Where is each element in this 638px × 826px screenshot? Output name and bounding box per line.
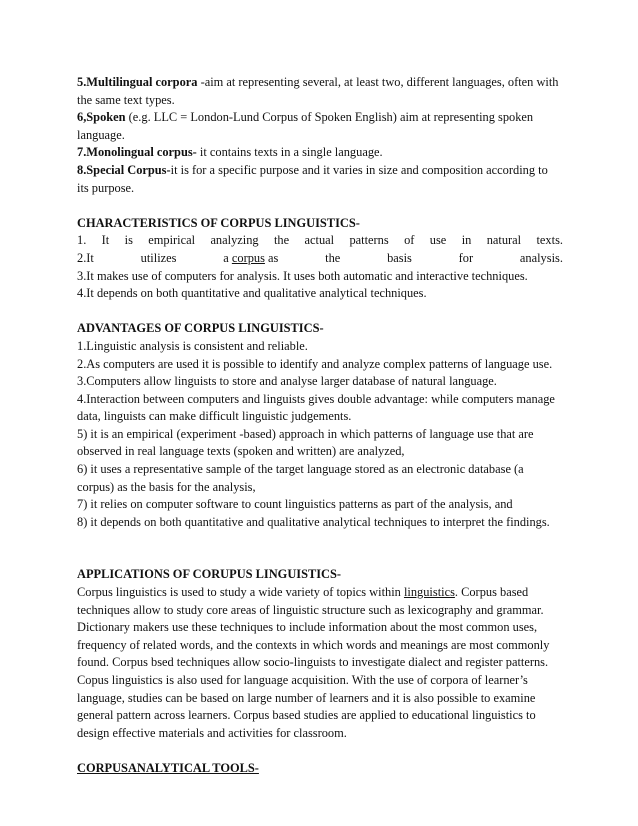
advantages-heading: ADVANTAGES OF CORPUS LINGUISTICS- [77, 321, 324, 336]
term-definition-cont: the same text types. [77, 92, 175, 107]
applications-heading: APPLICATIONS OF CORUPUS LINGUISTICS- [77, 567, 342, 582]
applications-line: Dictionary makers use these techniques to include information about the most common uses, [77, 620, 538, 635]
term-definition: it contains texts in a single language. [196, 145, 383, 160]
corpus-type-spoken [77, 109, 563, 144]
applications-line: Copus linguistics is also used for language acquisition. With the use of corpora of learner’s [77, 673, 528, 687]
advantages-line: corpus) as the basis for the analysis, [77, 479, 256, 494]
corpus-link[interactable]: corpus [231, 250, 265, 265]
applications-line: language, studies can be based on large number of learners and it is also possible to examine [77, 690, 536, 705]
term-label: 5.Multilingual corpora [77, 75, 198, 89]
term-definition: it is for a specific purpose and it varies in size and composition according to [170, 162, 548, 177]
advantages-line: 7) it relies on computer software to count linguistics patterns as part of the analysis, and [77, 497, 513, 512]
characteristics-heading: CHARACTERISTICS OF CORPUS LINGUISTICS- [77, 215, 360, 230]
applications-line: general pattern across learners. Corpus based studies are applied to educational linguistics to [77, 708, 536, 723]
corpus-type-multilingual [77, 74, 563, 109]
document-page [77, 74, 563, 778]
characteristics-line-3: 3.It makes use of computers for analysis. It uses both automatic and interactive techniques. [77, 268, 528, 283]
term-definition: -aim at representing several, at least two, different languages, often with [197, 75, 559, 89]
term-label: 6,Spoken [77, 110, 126, 125]
characteristics-line-2: 2.It utilizes a corpus as the basis for analysis. [77, 250, 563, 265]
advantages-line: 2.As computers are used it is possible to identify and analyze complex patterns of language use. [77, 356, 553, 371]
justified-line [77, 74, 563, 92]
advantages-line: data, linguists can make difficult linguistic judgements. [77, 409, 352, 424]
term-label: 7.Monolingual corpus- [77, 145, 197, 160]
applications-line: design effective materials and activities for classroom. [77, 725, 347, 740]
corpus-type-monolingual [77, 144, 563, 162]
advantages-line: observed in real language texts (spoken and written) are analyzed, [77, 444, 405, 459]
term-definition: (e.g. LLC = London-Lund Corpus of Spoken English) aim at representing spoken [125, 110, 534, 125]
advantages-line: 5) it is an empirical (experiment -based) approach in which patterns of language use that are [77, 426, 534, 441]
advantages-line: 8) it depends on both quantitative and qualitative analytical techniques to interpret the findings. [77, 514, 550, 529]
tools-heading: CORPUSANALYTICAL TOOLS- [77, 760, 259, 775]
advantages-line: 4.Interaction between computers and linguists gives double advantage: while computers manage [77, 391, 555, 406]
advantages-line: 1.Linguistic analysis is consistent and reliable. [77, 338, 308, 353]
applications-line: Corpus linguistics is used to study a wide variety of topics within linguistics. Corpus based [77, 585, 529, 600]
term-definition-cont: language. [77, 127, 125, 142]
applications-line: frequency of related words, and the contexts in which words and meanings are most commonly [77, 637, 550, 652]
characteristics-line-1: 1. It is empirical analyzing the actual patterns of use in natural texts. [77, 233, 563, 248]
advantages-line: 6) it uses a representative sample of the target language stored as an electronic database (a [77, 462, 524, 477]
term-definition-cont: its purpose. [77, 180, 135, 195]
linguistics-link[interactable]: linguistics [403, 585, 455, 600]
characteristics-line-4: 4.It depends on both quantitative and qualitative analytical techniques. [77, 286, 427, 301]
applications-line: techniques allow to study core areas of linguistic structure such as lexicography and grammar. [77, 602, 544, 617]
term-label: 8.Special Corpus- [77, 162, 171, 177]
applications-line: found. Corpus bsed techniques allow socio-linguists to investigate dialect and register patterns. [77, 655, 549, 670]
advantages-line: 3.Computers allow linguists to store and analyse larger database of natural language. [77, 374, 497, 389]
corpus-type-special [77, 162, 563, 197]
